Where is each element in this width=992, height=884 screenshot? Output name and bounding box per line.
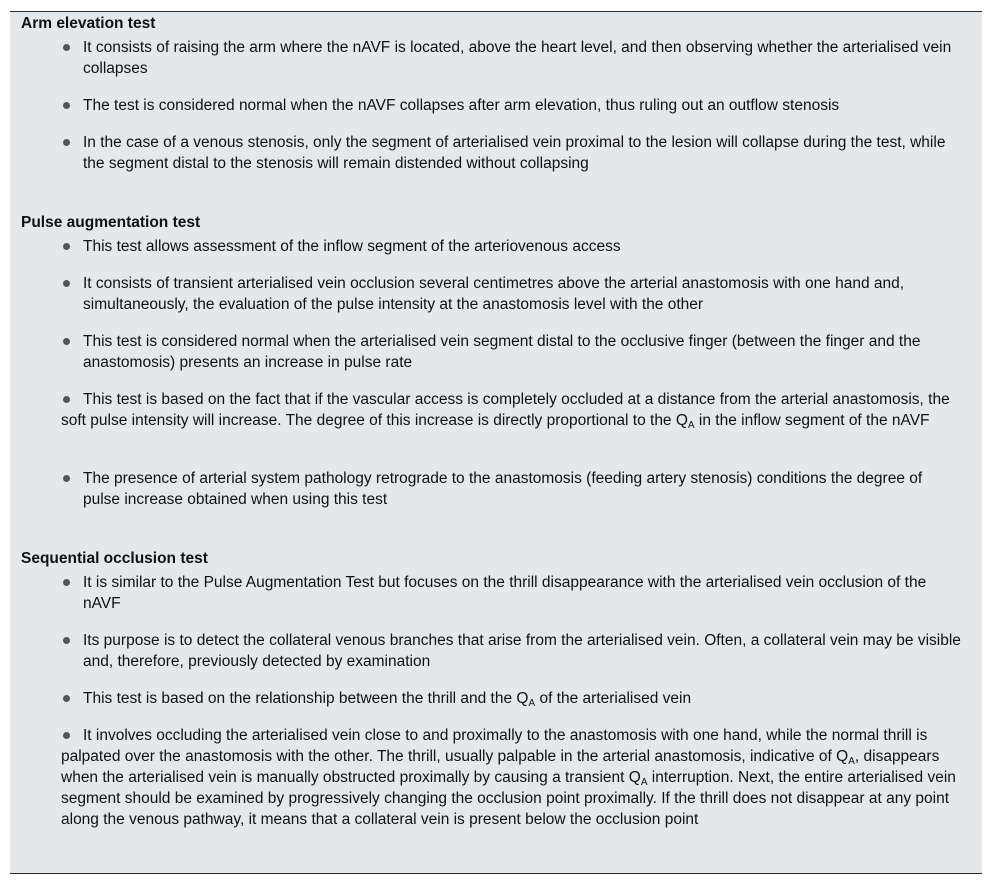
item-text: In the case of a venous stenosis, only the segment of arterialised vein proximal to the lesion will collapse during the test, while the segment distal to the stenosis will remain distended without collapsing xyxy=(83,134,946,172)
item-text: It is similar to the Pulse Augmentation Test but focuses on the thrill disappearance with the arterialised vein occlusion of the nAVF xyxy=(83,574,927,612)
item-text: It involves occluding the arterialised vein close to and proximally to the anastomosis with one hand, while the normal thrill is palpated over the anastomosis with the other. The thrill, usually palpable in the arterial anastomosis, indicative of $Q_A$, disappears when the arterialised vein is manually obstructed proximally by causing a transient $Q_A$ interruption. Next, the entire arterialised vein segment should be examined by progressively changing the occlusion point proximally. If the thrill does not disappear at any point along the venous pathway, it means that a collateral vein is present below the occlusion point xyxy=(61,727,956,828)
bullet-icon xyxy=(63,139,70,146)
bullet-icon xyxy=(63,338,70,345)
item-text: This test is based on the relationship between the thrill and the $Q_A$ of the arterialised vein xyxy=(83,690,692,709)
section-title: Pulse augmentation test xyxy=(21,214,201,231)
item-text: It consists of raising the arm where the nAVF is located, above the heart level, and then observing whether the arterialised vein collapses xyxy=(83,39,952,77)
item-text: This test is considered normal when the arterialised vein segment distal to the occlusive finger (between the finger and the anastomosis) presents an increase in pulse rate xyxy=(83,333,921,371)
bullet-icon xyxy=(63,243,70,250)
bullet-icon xyxy=(63,579,70,586)
bullet-icon xyxy=(63,44,70,51)
item-text: Its purpose is to detect the collateral venous branches that arise from the arterialised vein. Often, a collateral vein may be visible and, therefore, previously detected by examination xyxy=(83,632,961,670)
bullet-icon xyxy=(63,695,70,702)
item-text: The presence of arterial system pathology retrograde to the anastomosis (feeding artery stenosis) conditions the degree of pulse increase obtained when using this test xyxy=(83,470,923,508)
table-panel xyxy=(10,11,982,874)
item-text: This test is based on the fact that if the vascular access is completely occluded at a distance from the arterial anastomosis, the soft pulse intensity will increase. The degree of this increase is directly proportional to the $Q_A$ in the inflow segment of the nAVF xyxy=(61,391,950,431)
bullet-icon xyxy=(63,637,70,644)
bullet-icon xyxy=(63,280,70,287)
bullet-icon xyxy=(63,475,70,482)
bullet-icon xyxy=(63,102,70,109)
item-text: It consists of transient arterialised vein occlusion several centimetres above the arterial anastomosis with one hand and, simultaneously, the evaluation of the pulse intensity at the anastomosis level with the other xyxy=(83,275,905,313)
item-text: This test allows assessment of the inflow segment of the arteriovenous access xyxy=(83,238,621,255)
section-title: Sequential occlusion test xyxy=(21,550,208,567)
section-title: Arm elevation test xyxy=(21,15,156,32)
item-text: The test is considered normal when the nAVF collapses after arm elevation, thus ruling out an outflow stenosis xyxy=(83,97,840,114)
